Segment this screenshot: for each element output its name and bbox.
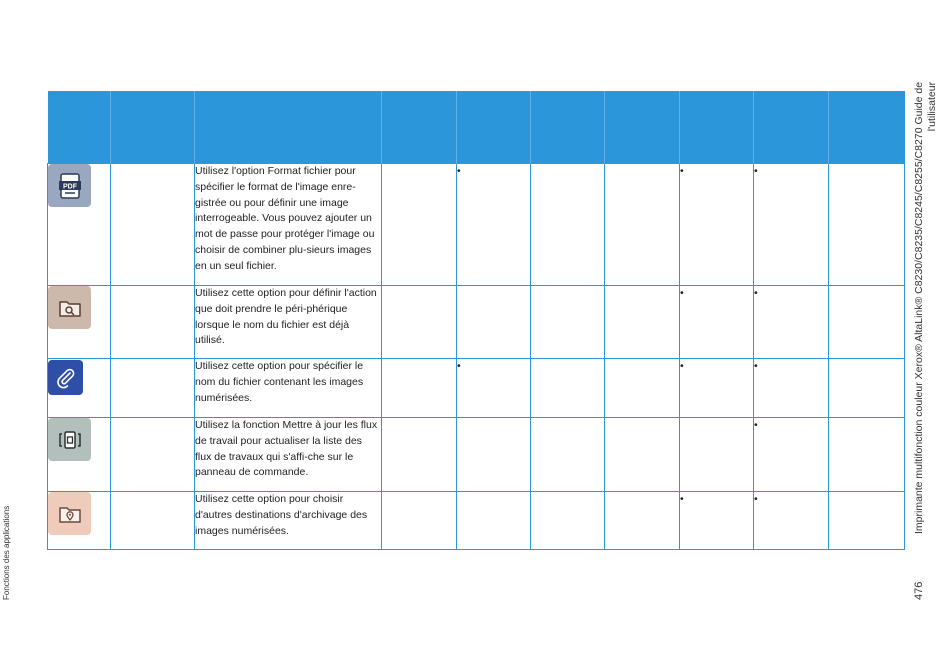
blank-cell <box>111 492 195 550</box>
mark-cell: • <box>754 359 829 418</box>
icon-cell <box>48 418 111 492</box>
table-row <box>48 164 905 286</box>
mark-cell <box>457 286 531 359</box>
mark-cell <box>605 418 680 492</box>
page-number: 476 <box>913 581 925 600</box>
mark-cell <box>531 164 605 286</box>
mark-cell <box>382 164 457 286</box>
section-footer: Fonctions des applications <box>2 505 11 600</box>
mark-cell <box>382 359 457 418</box>
mark-cell: • <box>754 418 829 492</box>
mark-cell <box>531 359 605 418</box>
mark-cell: • <box>680 492 754 550</box>
mark-cell: • <box>754 164 829 286</box>
mark-cell: • <box>680 286 754 359</box>
header-cell <box>829 91 905 164</box>
mark-cell <box>605 286 680 359</box>
mark-cell <box>680 418 754 492</box>
header-cell <box>48 91 111 164</box>
table-header-row <box>48 91 905 164</box>
table-row <box>48 359 905 418</box>
table-row <box>48 418 905 492</box>
mark-cell: • <box>680 359 754 418</box>
mark-cell <box>605 492 680 550</box>
mark-cell: • <box>457 164 531 286</box>
mark-cell: • <box>457 359 531 418</box>
folder-search-icon <box>48 286 91 329</box>
mark-cell <box>382 492 457 550</box>
header-cell <box>195 91 382 164</box>
mark-cell <box>829 492 905 550</box>
header-cell <box>680 91 754 164</box>
header-cell <box>754 91 829 164</box>
mark-cell: • <box>754 286 829 359</box>
pdf-file-format-icon <box>48 164 91 207</box>
icon-cell <box>48 286 111 359</box>
icon-cell <box>48 164 111 286</box>
blank-cell <box>111 418 195 492</box>
description-cell: Utilisez l'option Format fichier pour spécifier le format de l'image enre-gistrée ou pour définir une image interrogeable. Vous pouvez ajouter un mot de passe pour protéger l'image ou choisir de combiner plu-sieurs images en un seul fichier. <box>195 164 382 286</box>
mark-cell <box>605 359 680 418</box>
document-title-line1: Imprimante multifonction couleur Xerox® AltaLink® C8230/C8235/C8245/C8255/C8270 Guide de <box>913 81 925 534</box>
paperclip-icon <box>48 360 83 395</box>
document-title-line2: l'utilisateur <box>926 81 938 132</box>
table-row <box>48 286 905 359</box>
mark-cell <box>382 418 457 492</box>
mark-cell <box>605 164 680 286</box>
table-row <box>48 492 905 550</box>
icon-cell <box>48 492 111 550</box>
mark-cell <box>829 418 905 492</box>
refresh-workflow-icon <box>48 418 91 461</box>
blank-cell <box>111 286 195 359</box>
mark-cell: • <box>754 492 829 550</box>
mark-cell <box>829 164 905 286</box>
mark-cell: • <box>680 164 754 286</box>
mark-cell <box>382 286 457 359</box>
mark-cell <box>457 492 531 550</box>
mark-cell <box>531 286 605 359</box>
header-cell <box>457 91 531 164</box>
folder-location-icon <box>48 492 91 535</box>
description-cell: Utilisez cette option pour définir l'action que doit prendre le péri-phérique lorsque le nom du fichier est déjà utilisé. <box>195 286 382 359</box>
header-cell <box>111 91 195 164</box>
header-cell <box>382 91 457 164</box>
description-cell: Utilisez cette option pour choisir d'autres destinations d'archivage des images numérisées. <box>195 492 382 550</box>
blank-cell <box>111 359 195 418</box>
blank-cell <box>111 164 195 286</box>
mark-cell <box>829 286 905 359</box>
description-cell: Utilisez cette option pour spécifier le nom du fichier contenant les images numérisées. <box>195 359 382 418</box>
mark-cell <box>531 492 605 550</box>
options-table <box>47 91 905 550</box>
icon-cell <box>48 359 111 418</box>
svg-text:PDF: PDF <box>62 183 77 190</box>
mark-cell <box>531 418 605 492</box>
header-cell <box>531 91 605 164</box>
mark-cell <box>829 359 905 418</box>
description-cell: Utilisez la fonction Mettre à jour les flux de travail pour actualiser la liste des flux de travaux qui s'affi-che sur le panneau de commande. <box>195 418 382 492</box>
header-cell <box>605 91 680 164</box>
document-title <box>913 82 939 534</box>
mark-cell <box>457 418 531 492</box>
